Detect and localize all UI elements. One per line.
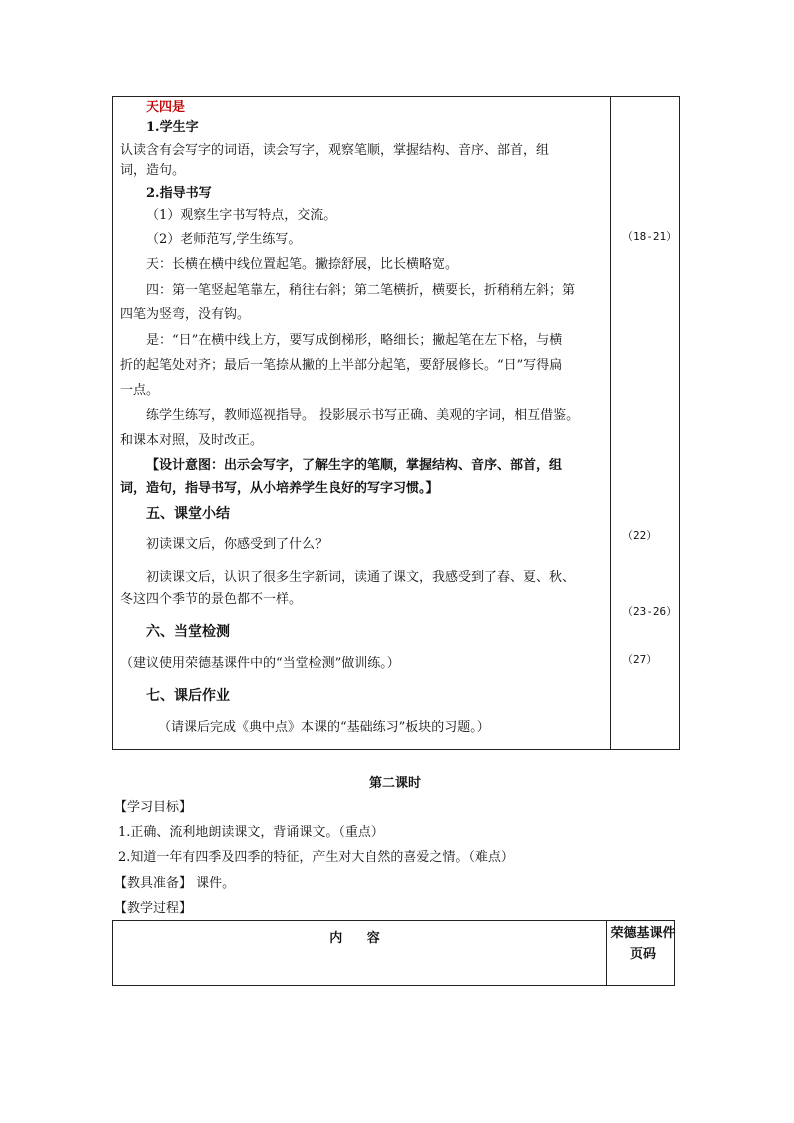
- process-label: 【教学过程】: [114, 901, 193, 916]
- paragraph-line: 词，造句。: [120, 163, 186, 178]
- paragraph-line: （请课后完成《典中点》本课的“基础练习”板块的习题。）: [158, 720, 490, 735]
- paragraph-line: （建议使用荣德基课件中的“当堂检测”做训练。）: [120, 656, 400, 671]
- paragraph-line: （2）老师范写,学生练写。: [146, 232, 302, 247]
- lesson-table-2: [112, 920, 675, 986]
- page-ref: （23-26）: [622, 605, 678, 618]
- paragraph-line: 初读课文后，认识了很多生字新词，读通了课文，我感受到了春、夏、秋、: [146, 570, 576, 585]
- paragraph-line: 认读含有会写字的词语，读会写字，观察笔顺，掌握结构、音序、部首，组: [120, 143, 550, 158]
- paragraph-line: 一点。: [120, 383, 160, 398]
- section-homework-heading: 七、课后作业: [146, 688, 230, 704]
- section-check-heading: 六、当堂检测: [146, 624, 230, 640]
- paragraph-line: 天：长横在横中线位置起笔。撇捺舒展，比长横略宽。: [146, 257, 459, 272]
- paragraph-line: 练学生练写，教师巡视指导。 投影展示书写正确、美观的字词，相互借鉴。: [146, 408, 580, 423]
- page-header: 荣德基课件页码: [610, 926, 676, 962]
- column-divider: [606, 921, 607, 985]
- paragraph-line: 和课本对照，及时改正。: [120, 433, 264, 448]
- paragraph-line: 四笔为竖弯，没有钩。: [120, 307, 251, 322]
- step-guide-writing: 2.指导书写: [146, 186, 212, 201]
- paragraph-line: 是：“日”在横中线上方，要写成倒梯形，略细长；撇起笔在左下格，与横: [146, 333, 563, 348]
- paragraph-line: 初读课文后，你感受到了什么？: [146, 537, 329, 552]
- char-list-heading: 天四是: [146, 100, 186, 115]
- paragraph-line: 折的起笔处对齐；最后一笔捺从撇的上半部分起笔，要舒展修长。“日”写得扁: [120, 358, 563, 373]
- design-intent: 词，造句，指导书写，从小培养学生良好的写字习惯。】: [120, 481, 439, 496]
- paragraph-line: （1）观察生字书写特点，交流。: [146, 208, 337, 223]
- page-ref: （22）: [622, 529, 658, 542]
- goals-label: 【学习目标】: [114, 800, 193, 815]
- goal-item: 1.正确、流利地朗读课文，背诵课文。（重点）: [118, 825, 384, 840]
- page-ref: （18-21）: [622, 230, 678, 243]
- section-summary-heading: 五、课堂小结: [146, 506, 230, 522]
- design-intent: 【设计意图：出示会写字，了解生字的笔顺，掌握结构、音序、部首，组: [146, 458, 563, 473]
- prep-row: [114, 876, 235, 892]
- section-title: 第二课时: [369, 776, 422, 791]
- page-ref: （27）: [622, 653, 658, 666]
- content-header: 内 容: [329, 931, 390, 946]
- goal-item: 2.知道一年有四季及四季的特征，产生对大自然的喜爱之情。（难点）: [118, 850, 514, 865]
- prep-label: 【教具准备】: [114, 876, 193, 891]
- prep-value: 课件。: [192, 876, 236, 891]
- step-learn-chars: 1.学生字: [146, 120, 199, 135]
- column-divider: [610, 97, 611, 749]
- paragraph-line: 四：第一笔竖起笔靠左，稍往右斜；第二笔横折，横要长，折稍稍左斜；第: [146, 283, 576, 298]
- paragraph-line: 冬这四个季节的景色都不一样。: [120, 592, 303, 607]
